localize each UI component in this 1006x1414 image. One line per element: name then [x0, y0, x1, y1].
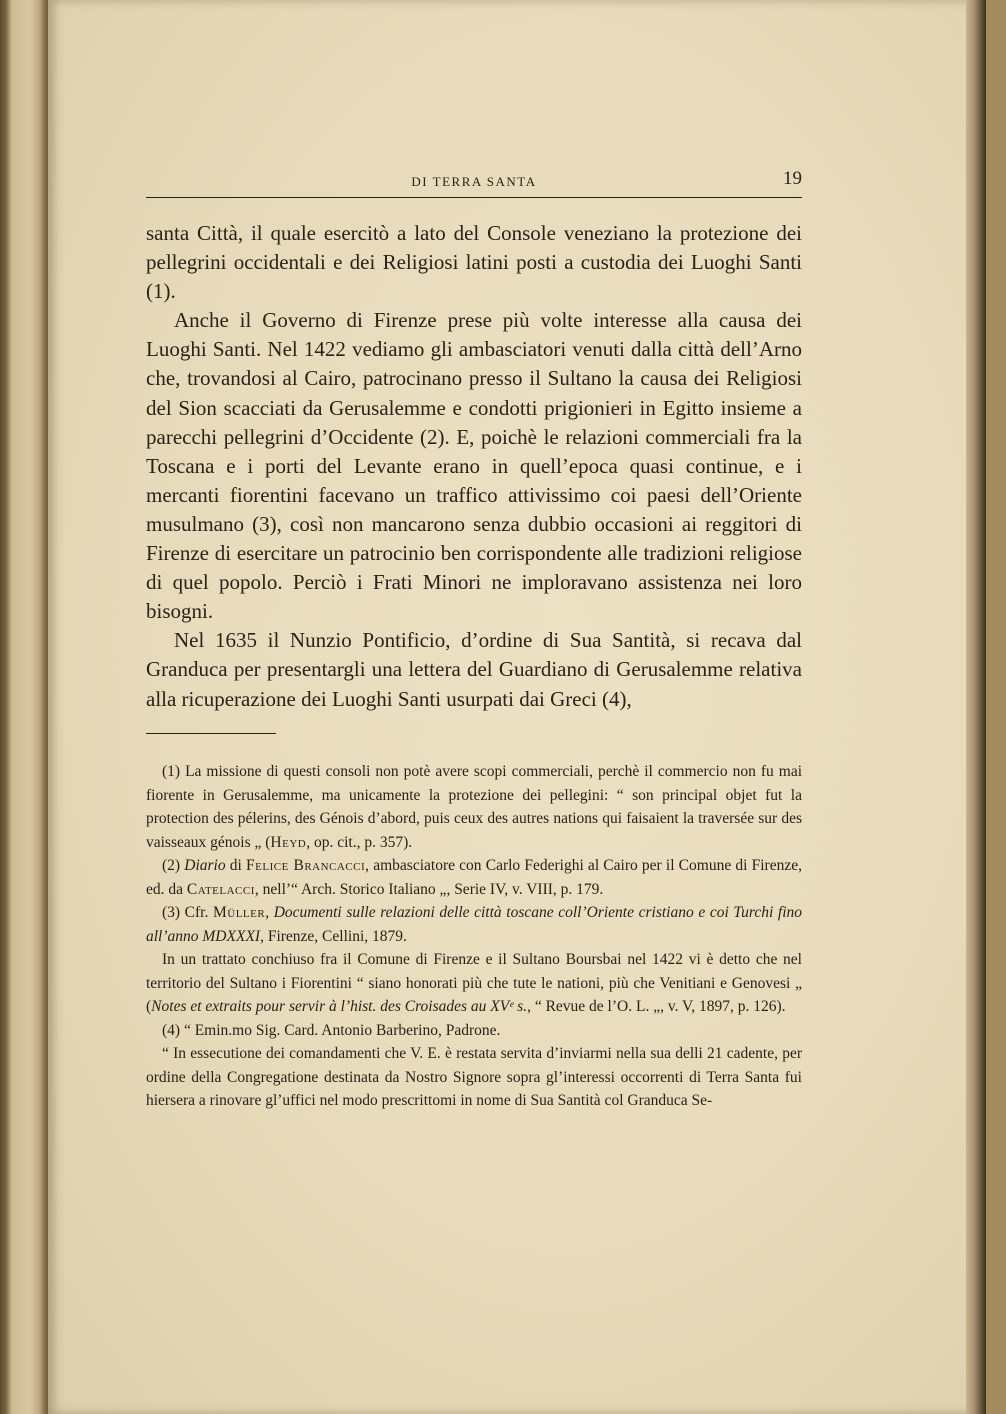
footnote-title: Diario [184, 857, 226, 874]
footnote-author: Catelacci [186, 880, 255, 898]
footnote-text: , Firenze, Cellini, 1879. [260, 927, 407, 945]
footnote-author: Felice Brancacci [246, 857, 366, 874]
footnote-text: (1) La missione di questi consoli non potè avere scopi commerciali, perchè il commercio non fu mai fiorente in Gerusalemme, ma unicamente la protezione dei pellegini: “ son principal objet fut la protection des pélerins, des Génois d’abord, puis ceux des autres nations qui faisaient la traversée sur des vaisseaux génois „ ( [146, 763, 802, 851]
footnote-3-continued [146, 948, 802, 1019]
footnote-title: Documenti sulle relazioni delle città toscane coll’Oriente cristiano e coi Turchi fino all’anno MDXXXI [146, 904, 802, 945]
page-header [146, 168, 802, 198]
footnote-3 [146, 901, 802, 948]
page-number: 19 [783, 168, 802, 189]
footnote-text: , nell’“ Arch. Storico Italiano „, Serie IV, v. VIII, p. 179. [254, 880, 604, 898]
header-rule [146, 197, 802, 198]
page-edge [966, 0, 986, 1414]
footnote-1 [146, 760, 802, 854]
paragraph: Nel 1635 il Nunzio Pontificio, d’ordine di Sua Santità, si recava dal Granduca per presentargli una lettera del Guardiano di Gerusalemme relativa alla ricuperazione dei Luoghi Santi usurpati dai Greci (4), [146, 628, 802, 711]
footnote-author: Heyd [270, 833, 307, 851]
footnote-text: In un trattato conchiuso fra il Comune di Firenze e il Sultano Boursbai nel 1422 vi è detto che nel territorio del Sultano i Fiorentini “ siano honorati più che tute le nationi, più che Venitiani e Genovesi „ ( [146, 951, 802, 1015]
footnote-text: di [225, 857, 247, 874]
footnote-text: , [265, 904, 274, 921]
footnote-author: Müller [212, 904, 266, 921]
footnote-title: Notes et extraits pour servir à l’hist. des Croisades au XVᵉ s. [151, 998, 528, 1015]
footnote-number: (3) Cfr. [162, 904, 213, 921]
paragraph: Anche il Governo di Firenze prese più volte interesse alla causa dei Luoghi Santi. Nel 1422 vediamo gli ambasciatori venuti dalla città dell’Arno che, trovandosi al Cairo, patrocinano presso il Sultano la causa dei Religiosi del Sion scacciati da Gerusalemme e condotti prigionieri in Egitto insieme a parecchi pellegrini d’Occidente (2). E, poichè le relazioni commerciali fra la Toscana e i porti del Levante erano in quell’epoca quasi continue, e i mercanti fiorentini facevano un traffico attivissimo coi paesi dell’Oriente musulmano (3), così non mancarono senza dubbio occasioni ai reggitori di Firenze di esercitare un patrocinio ben corrispondente alle tradizioni religiose di quel popolo. Perciò i Frati Minori ne imploravano assistenza nei loro bisogni. [146, 308, 802, 624]
footnote-number: (2) [162, 857, 181, 874]
running-title: DI TERRA SANTA [411, 174, 537, 189]
footnote-rule [146, 733, 276, 734]
body-text [146, 219, 802, 714]
footnote-4: (4) “ Emin.mo Sig. Card. Antonio Barberino, Padrone. [162, 1021, 501, 1039]
footnote-text: , “ Revue de l’O. L. „, v. V, 1897, p. 126). [527, 998, 786, 1015]
footnote-text: , op. cit., p. 357). [306, 833, 413, 851]
footnote-text: , ambasciatore con Carlo Federighi al Cairo per il Comune di Firenze, ed. da [146, 857, 802, 898]
footnotes [146, 760, 802, 1113]
footnote-2 [146, 854, 802, 901]
footnote-4-quote: “ In essecutione dei comandamenti che V. E. è restata servita d’inviarmi nella sua delli 21 cadente, per ordine della Congregatione destinata da Nostro Signore sopra gl’interessi occorrenti di Terra Santa fui hiersera a rinovare gl’uffici nel modo prescrittomi in nome di Sua Santità col Granduca Se- [146, 1045, 802, 1109]
paragraph: santa Città, il quale esercitò a lato del Console veneziano la protezione dei pellegrini occidentali e dei Religiosi latini posti a custodia dei Luoghi Santi (1). [146, 221, 802, 304]
